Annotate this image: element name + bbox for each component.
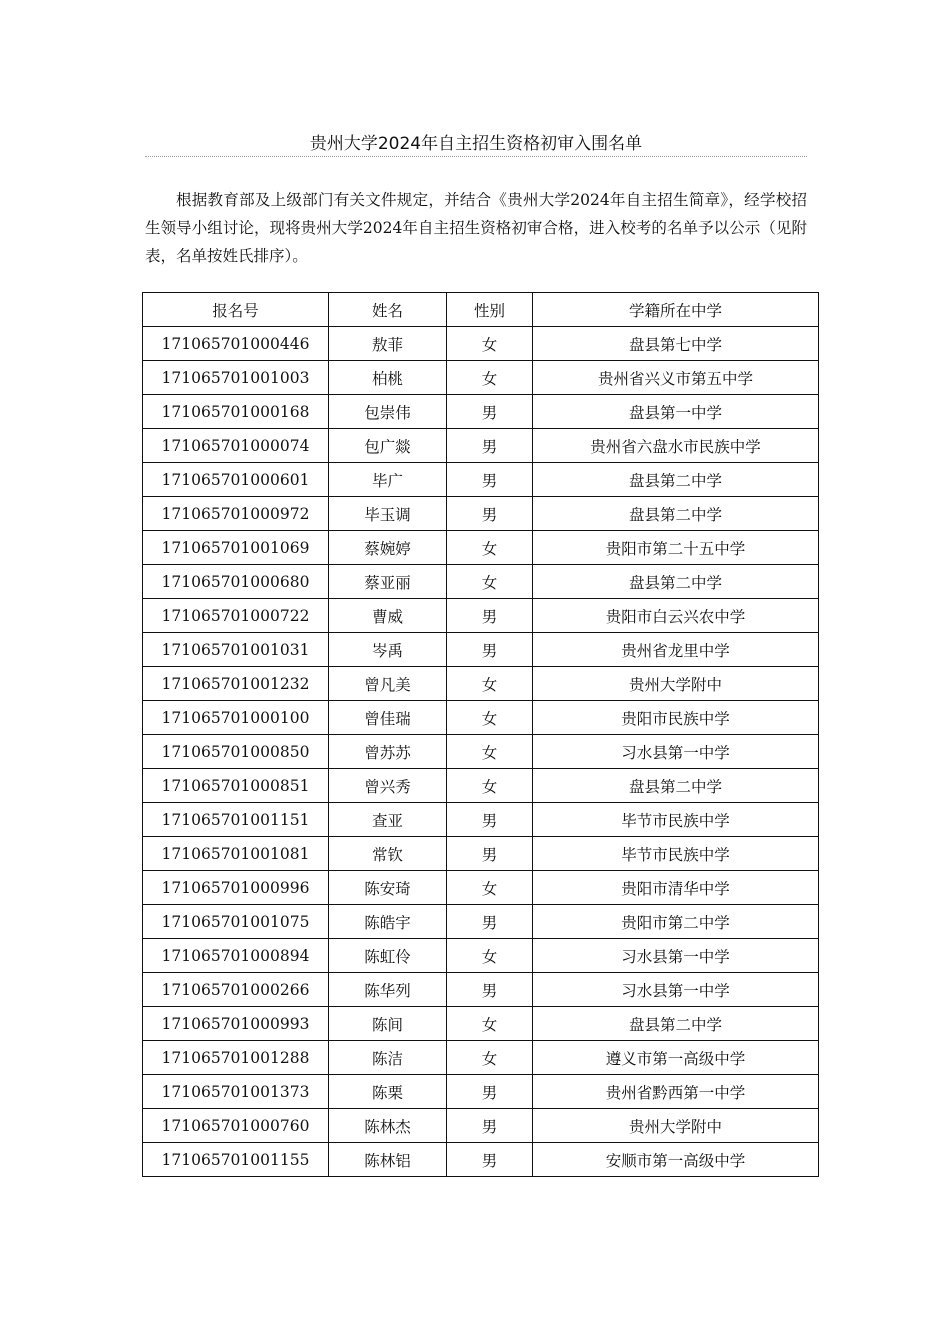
- cell-registration-number: 171065701000680: [143, 565, 329, 599]
- cell-name: 陈间: [329, 1007, 447, 1041]
- table-row: [143, 565, 819, 599]
- cell-registration-number: 171065701001373: [143, 1075, 329, 1109]
- cell-name: 陈皓宇: [329, 905, 447, 939]
- table-row: [143, 361, 819, 395]
- table-row: [143, 1109, 819, 1143]
- table-row: [143, 327, 819, 361]
- cell-registration-number: 171065701001232: [143, 667, 329, 701]
- cell-registration-number: 171065701001069: [143, 531, 329, 565]
- cell-school: 贵阳市民族中学: [533, 701, 819, 735]
- header-name: 姓名: [329, 293, 447, 327]
- cell-name: 蔡婉婷: [329, 531, 447, 565]
- cell-gender: 男: [447, 837, 533, 871]
- cell-school: 贵阳市第二中学: [533, 905, 819, 939]
- cell-school: 盘县第二中学: [533, 463, 819, 497]
- table-header-row: [143, 293, 819, 327]
- cell-school: 毕节市民族中学: [533, 803, 819, 837]
- cell-name: 曾佳瑞: [329, 701, 447, 735]
- cell-gender: 男: [447, 1109, 533, 1143]
- cell-registration-number: 171065701001075: [143, 905, 329, 939]
- cell-school: 贵州省兴义市第五中学: [533, 361, 819, 395]
- cell-name: 毕广: [329, 463, 447, 497]
- cell-name: 陈华列: [329, 973, 447, 1007]
- cell-registration-number: 171065701001288: [143, 1041, 329, 1075]
- cell-school: 贵州省六盘水市民族中学: [533, 429, 819, 463]
- cell-name: 陈林杰: [329, 1109, 447, 1143]
- document-title: 贵州大学2024年自主招生资格初审入围名单: [309, 134, 643, 154]
- header-gender: 性别: [447, 293, 533, 327]
- header-registration-number: 报名号: [143, 293, 329, 327]
- table-row: [143, 1143, 819, 1177]
- cell-name: 陈林铝: [329, 1143, 447, 1177]
- cell-gender: 女: [447, 701, 533, 735]
- cell-registration-number: 171065701001003: [143, 361, 329, 395]
- table-row: [143, 871, 819, 905]
- cell-school: 习水县第一中学: [533, 973, 819, 1007]
- cell-school: 遵义市第一高级中学: [533, 1041, 819, 1075]
- table-row: [143, 497, 819, 531]
- cell-registration-number: 171065701001151: [143, 803, 329, 837]
- cell-registration-number: 171065701000760: [143, 1109, 329, 1143]
- cell-school: 贵州省黔西第一中学: [533, 1075, 819, 1109]
- table-row: [143, 1007, 819, 1041]
- table-row: [143, 973, 819, 1007]
- cell-school: 盘县第二中学: [533, 1007, 819, 1041]
- cell-school: 习水县第一中学: [533, 735, 819, 769]
- cell-registration-number: 171065701000446: [143, 327, 329, 361]
- table-row: [143, 1041, 819, 1075]
- cell-name: 岑禹: [329, 633, 447, 667]
- cell-registration-number: 171065701000266: [143, 973, 329, 1007]
- cell-name: 包崇伟: [329, 395, 447, 429]
- cell-name: 曾兴秀: [329, 769, 447, 803]
- cell-school: 安顺市第一高级中学: [533, 1143, 819, 1177]
- cell-gender: 男: [447, 633, 533, 667]
- cell-gender: 女: [447, 667, 533, 701]
- cell-school: 盘县第二中学: [533, 565, 819, 599]
- cell-gender: 女: [447, 735, 533, 769]
- cell-registration-number: 171065701000972: [143, 497, 329, 531]
- table-body: [143, 327, 819, 1177]
- cell-registration-number: 171065701000168: [143, 395, 329, 429]
- cell-school: 毕节市民族中学: [533, 837, 819, 871]
- cell-name: 蔡亚丽: [329, 565, 447, 599]
- table-row: [143, 395, 819, 429]
- cell-gender: 男: [447, 463, 533, 497]
- cell-gender: 男: [447, 973, 533, 1007]
- cell-gender: 男: [447, 905, 533, 939]
- cell-name: 常钦: [329, 837, 447, 871]
- cell-school: 贵州大学附中: [533, 1109, 819, 1143]
- cell-school: 贵阳市第二十五中学: [533, 531, 819, 565]
- cell-school: 贵阳市白云兴农中学: [533, 599, 819, 633]
- intro-paragraph: 根据教育部及上级部门有关文件规定，并结合《贵州大学2024年自主招生简章》，经学校招生领导小组讨论，现将贵州大学2024年自主招生资格初审合格，进入校考的名单予以公示（见附表，名单按姓氏排序）。: [145, 191, 807, 265]
- cell-registration-number: 171065701000993: [143, 1007, 329, 1041]
- cell-school: 贵州省龙里中学: [533, 633, 819, 667]
- cell-gender: 女: [447, 1041, 533, 1075]
- table-row: [143, 531, 819, 565]
- table-row: [143, 599, 819, 633]
- table-row: [143, 769, 819, 803]
- table-row: [143, 463, 819, 497]
- cell-gender: 男: [447, 1075, 533, 1109]
- cell-school: 习水县第一中学: [533, 939, 819, 973]
- cell-name: 曾苏苏: [329, 735, 447, 769]
- cell-registration-number: 171065701000996: [143, 871, 329, 905]
- header-school: 学籍所在中学: [533, 293, 819, 327]
- cell-registration-number: 171065701000601: [143, 463, 329, 497]
- cell-gender: 男: [447, 599, 533, 633]
- cell-gender: 女: [447, 565, 533, 599]
- cell-registration-number: 171065701000722: [143, 599, 329, 633]
- cell-gender: 男: [447, 497, 533, 531]
- cell-registration-number: 171065701000850: [143, 735, 329, 769]
- cell-school: 盘县第七中学: [533, 327, 819, 361]
- applicant-table: [142, 292, 819, 1177]
- cell-name: 陈安琦: [329, 871, 447, 905]
- cell-registration-number: 171065701000100: [143, 701, 329, 735]
- cell-registration-number: 171065701001155: [143, 1143, 329, 1177]
- cell-name: 曹威: [329, 599, 447, 633]
- cell-school: 贵阳市清华中学: [533, 871, 819, 905]
- cell-registration-number: 171065701001081: [143, 837, 329, 871]
- cell-name: 毕玉调: [329, 497, 447, 531]
- table-row: [143, 1075, 819, 1109]
- cell-gender: 女: [447, 871, 533, 905]
- cell-gender: 女: [447, 939, 533, 973]
- cell-name: 陈栗: [329, 1075, 447, 1109]
- cell-gender: 男: [447, 1143, 533, 1177]
- title-divider: [145, 156, 807, 157]
- table-row: [143, 905, 819, 939]
- cell-school: 贵州大学附中: [533, 667, 819, 701]
- cell-gender: 女: [447, 531, 533, 565]
- table-row: [143, 633, 819, 667]
- cell-gender: 女: [447, 1007, 533, 1041]
- cell-name: 曾凡美: [329, 667, 447, 701]
- cell-gender: 男: [447, 395, 533, 429]
- table-row: [143, 803, 819, 837]
- cell-name: 敖菲: [329, 327, 447, 361]
- cell-school: 盘县第二中学: [533, 769, 819, 803]
- cell-name: 包广燚: [329, 429, 447, 463]
- cell-name: 柏桃: [329, 361, 447, 395]
- cell-gender: 男: [447, 803, 533, 837]
- cell-gender: 女: [447, 327, 533, 361]
- cell-name: 查亚: [329, 803, 447, 837]
- table-row: [143, 837, 819, 871]
- cell-registration-number: 171065701001031: [143, 633, 329, 667]
- cell-registration-number: 171065701000894: [143, 939, 329, 973]
- table-row: [143, 735, 819, 769]
- cell-registration-number: 171065701000851: [143, 769, 329, 803]
- table-row: [143, 701, 819, 735]
- cell-school: 盘县第一中学: [533, 395, 819, 429]
- cell-gender: 女: [447, 769, 533, 803]
- table-row: [143, 939, 819, 973]
- cell-gender: 女: [447, 361, 533, 395]
- table-row: [143, 667, 819, 701]
- cell-school: 盘县第二中学: [533, 497, 819, 531]
- cell-gender: 男: [447, 429, 533, 463]
- cell-name: 陈洁: [329, 1041, 447, 1075]
- cell-registration-number: 171065701000074: [143, 429, 329, 463]
- cell-name: 陈虹伶: [329, 939, 447, 973]
- table-row: [143, 429, 819, 463]
